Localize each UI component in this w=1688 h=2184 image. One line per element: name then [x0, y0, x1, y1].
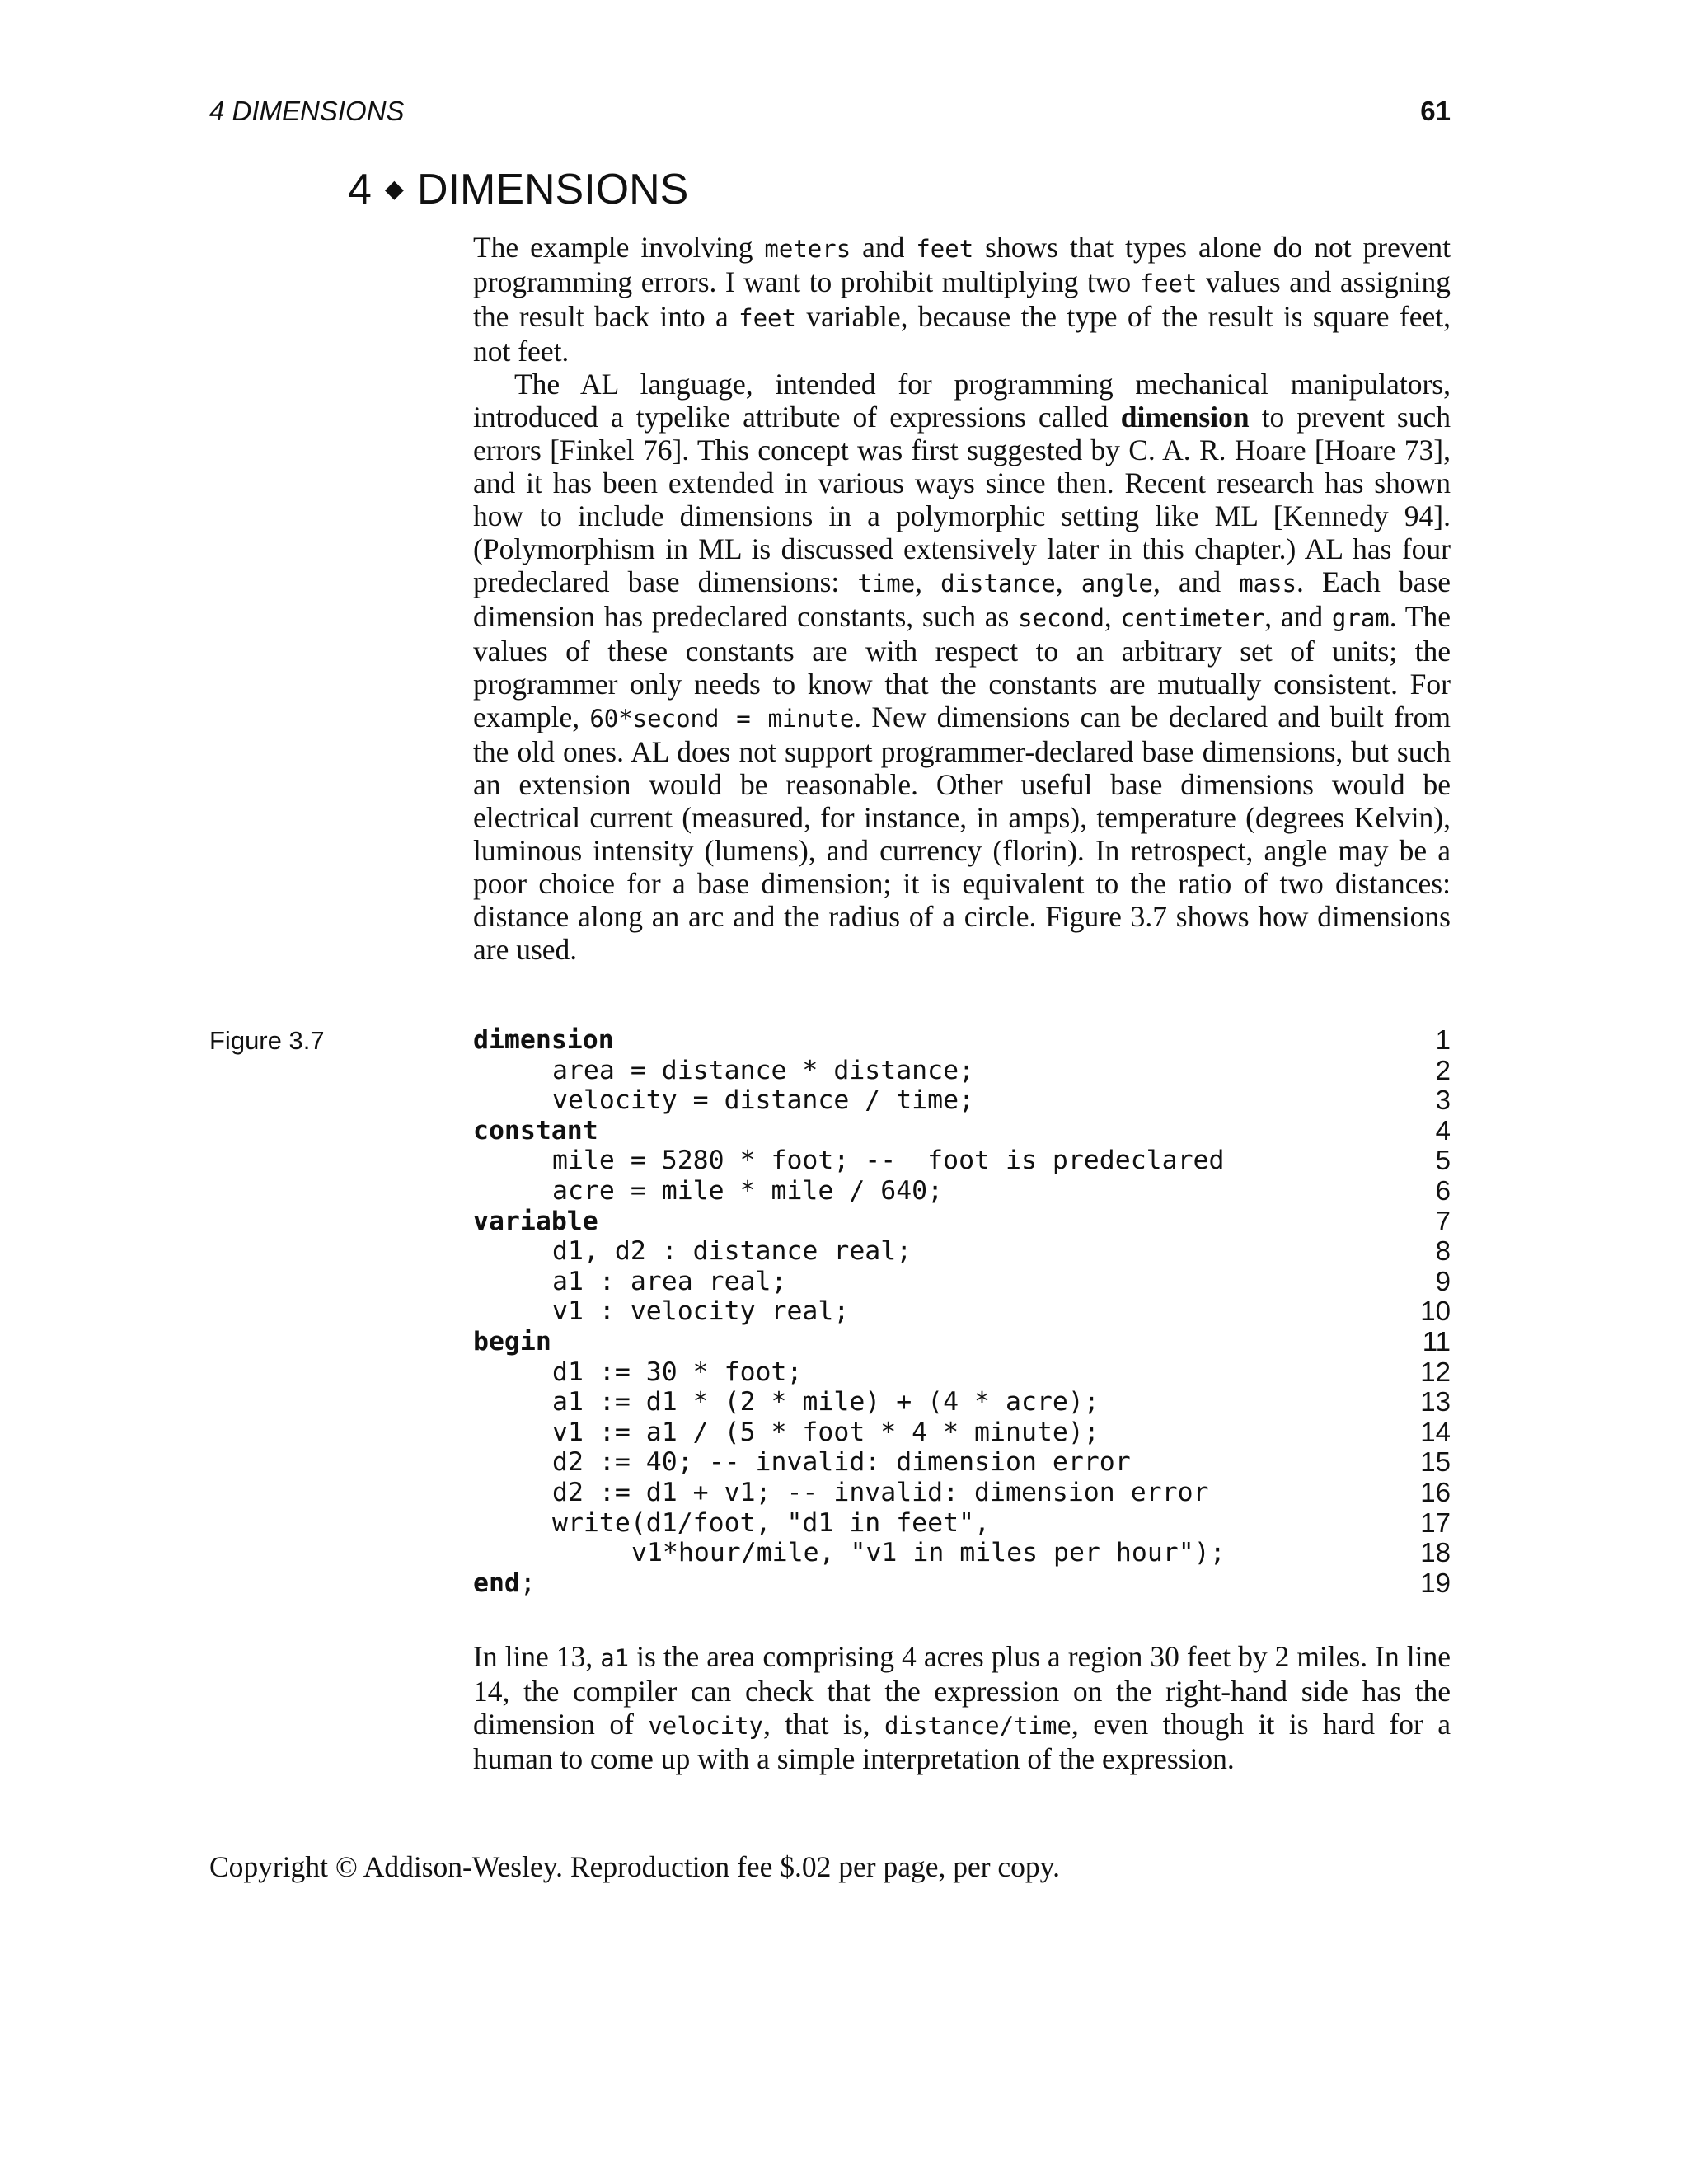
code-line: area = distance * distance; 2	[552, 1054, 1451, 1085]
code-line: d1 := 30 * foot; 12	[552, 1356, 1451, 1387]
code-term: distance/time	[884, 1712, 1071, 1740]
code-line: mile = 5280 * foot; -- foot is predeclared 5	[552, 1145, 1451, 1176]
code-term: feet	[916, 235, 974, 263]
code-term: feet	[738, 304, 796, 332]
line-number: 8	[1435, 1235, 1451, 1267]
line-number: 2	[1435, 1054, 1451, 1085]
code-line: v1*hour/mile, "v1 in miles per hour"); 18	[631, 1537, 1451, 1568]
line-number: 11	[1422, 1325, 1451, 1357]
code-term: centimeter	[1120, 604, 1265, 632]
code-term: gram	[1331, 604, 1390, 632]
code-line: constant 4	[473, 1114, 1451, 1146]
section-title	[348, 165, 688, 214]
running-head-title: 4 DIMENSIONS	[209, 96, 405, 126]
copyright-notice: Copyright © Addison-Wesley. Reproduction fee $.02 per page, per copy.	[209, 1850, 1060, 1883]
code-line: v1 := a1 / (5 * foot * 4 * minute); 14	[552, 1416, 1451, 1447]
code-term: time	[857, 569, 916, 598]
line-number: 6	[1435, 1174, 1451, 1206]
line-number: 15	[1420, 1446, 1451, 1478]
section-title-text: DIMENSIONS	[417, 166, 689, 213]
line-number: 3	[1435, 1085, 1451, 1116]
code-term: angle	[1081, 569, 1153, 598]
code-line: d1, d2 : distance real; 8	[552, 1235, 1451, 1267]
code-line: d2 := d1 + v1; -- invalid: dimension error 16	[552, 1476, 1451, 1507]
line-number: 10	[1420, 1296, 1451, 1327]
line-number: 12	[1420, 1356, 1451, 1387]
code-line: d2 := 40; -- invalid: dimension error 15	[552, 1446, 1451, 1478]
code-term: second	[1018, 604, 1104, 632]
code-line: a1 : area real; 9	[552, 1265, 1451, 1296]
code-line: dimension 1	[473, 1024, 1451, 1055]
code-term: feet	[1139, 269, 1198, 298]
line-number: 7	[1435, 1205, 1451, 1236]
paragraph: The example involving meters and feet shows that types alone do not prevent programming errors. I want to prohibit multiplying two feet values and assigning the result back into a feet variable, because the type of the result is square feet, not feet.	[473, 231, 1451, 368]
line-number: 19	[1420, 1567, 1451, 1598]
code-line: end; 19	[473, 1567, 1451, 1598]
running-head	[209, 96, 1451, 132]
code-term: a1	[600, 1644, 630, 1672]
code-term: distance	[940, 569, 1056, 598]
line-number: 16	[1420, 1476, 1451, 1507]
code-term: 60*second = minute	[589, 705, 855, 733]
line-number: 13	[1420, 1386, 1451, 1418]
code-line: variable 7	[473, 1205, 1451, 1236]
line-number: 5	[1435, 1145, 1451, 1176]
code-listing	[473, 1025, 1451, 1598]
line-number: 14	[1420, 1416, 1451, 1447]
line-number: 1	[1435, 1024, 1451, 1055]
code-term: meters	[764, 235, 851, 263]
page-number: 61	[1420, 96, 1451, 126]
line-number: 4	[1435, 1114, 1451, 1146]
code-term: velocity	[648, 1712, 764, 1740]
code-line: v1 : velocity real; 10	[552, 1296, 1451, 1327]
figure-label: Figure 3.7	[209, 1026, 325, 1055]
line-number: 17	[1420, 1507, 1451, 1538]
intro-text	[473, 231, 1451, 966]
line-number: 18	[1420, 1537, 1451, 1568]
code-term: mass	[1239, 569, 1297, 598]
code-line: begin 11	[473, 1325, 1451, 1357]
closing-text	[473, 1640, 1451, 1775]
paragraph: The AL language, intended for programming mechanical manipulators, introduced a typelike attribute of expressions called dimension to prevent such errors [Finkel 76]. This concept was first suggested by C. A. R. Hoare [Hoare 73], and it has been extended in various ways since then. Recent research has shown how to include dimensions in a polymorphic setting like ML [Kennedy 94]. (Polymorphism in ML is discussed extensively later in this chapter.) AL has four predeclared base dimensions: time, distance, angle, and mass. Each base dimension has predeclared constants, such as second, centimeter, and gram. The values of these constants are with respect to an arbitrary set of units; the programmer only needs to know that the constants are mutually consistent. For example, 60*second = minute. New dimensions can be declared and built from the old ones. AL does not support programmer-declared base dimensions, but such an extension would be reasonable. Other useful base dimensions would be electrical current (measured, for instance, in amps), temperature (degrees Kelvin), luminous intensity (lumens), and currency (florin). In retrospect, angle may be a poor choice for a base dimension; it is equivalent to the ratio of two distances: distance along an arc and the radius of a circle. Figure 3.7 shows how dimensions are used.	[473, 368, 1451, 966]
bold-term: dimension	[1120, 401, 1250, 434]
code-line: write(d1/foot, "d1 in feet", 17	[552, 1507, 1451, 1538]
paragraph: In line 13, a1 is the area comprising 4 acres plus a region 30 feet by 2 miles. In line 14, the compiler can check that the expression on the right-hand side has the dimension of velocity, that is, distance/time, even though it is hard for a human to come up with a simple interpretation of the expression.	[473, 1640, 1451, 1775]
line-number: 9	[1435, 1265, 1451, 1296]
diamond-icon: ◆	[384, 175, 404, 203]
code-line: acre = mile * mile / 640; 6	[552, 1174, 1451, 1206]
code-line: velocity = distance / time; 3	[552, 1085, 1451, 1116]
code-line: a1 := d1 * (2 * mile) + (4 * acre); 13	[552, 1386, 1451, 1418]
section-number: 4	[348, 166, 372, 213]
